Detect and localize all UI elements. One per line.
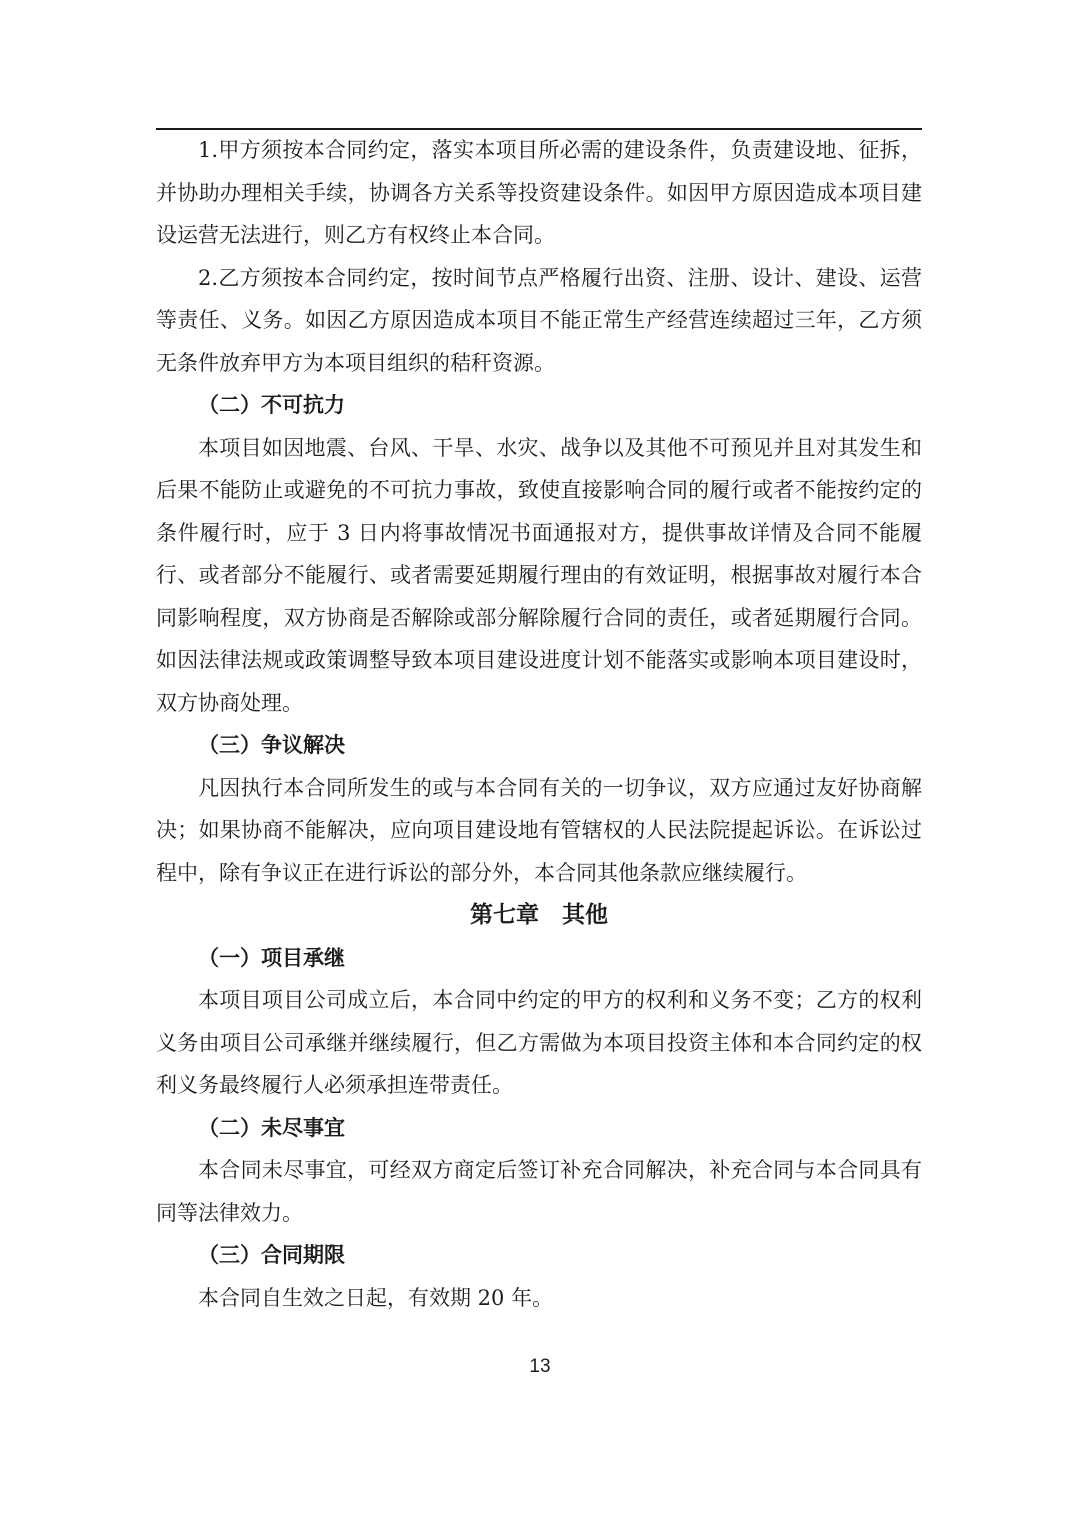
section-heading: （三）争议解决	[198, 732, 345, 757]
paragraph: 2.乙方须按本合同约定，按时间节点严格履行出资、注册、设计、建设、运营等责任、义务。如因乙方原因造成本项目不能正常生产经营连续超过三年，乙方须无条件放弃甲方为本项目组织的秸秆资源。	[156, 265, 922, 375]
paragraph: 本合同未尽事宜，可经双方商定后签订补充合同解决，补充合同与本合同具有同等法律效力。	[156, 1158, 922, 1225]
paragraph: 本项目如因地震、台风、干旱、水灾、战争以及其他不可预见并且对其发生和后果不能防止或避免的不可抗力事故，致使直接影响合同的履行或者不能按约定的条件履行时，应于 3 日内将事故情况书面通报对方，提供事故详情及合同不能履行、或者部分不能履行、或者需要延期履行理由的有效证明，根据事故对履行本合同影响程度，双方协商是否解除或部分解除履行合同的责任，或者延期履行合同。如因法律法规或政策调整导致本项目建设进度计划不能落实或影响本项目建设时，双方协商处理。	[156, 435, 922, 715]
paragraph: 本合同自生效之日起，有效期 20 年。	[198, 1285, 554, 1310]
section-heading: （一）项目承继	[198, 944, 345, 970]
paragraph: 本项目项目公司成立后，本合同中约定的甲方的权利和义务不变；乙方的权利义务由项目公司承继并继续履行，但乙方需做为本项目投资主体和本合同约定的权利义务最终履行人必须承担连带责任。	[156, 988, 922, 1097]
section-heading: （二）未尽事宜	[198, 1114, 345, 1140]
paragraph: 1.甲方须按本合同约定，落实本项目所必需的建设条件，负责建设地、征拆，并协助办理相关手续，协调各方关系等投资建设条件。如因甲方原因造成本项目建设运营无法进行，则乙方有权终止本合同。	[156, 138, 922, 247]
paragraph: 凡因执行本合同所发生的或与本合同有关的一切争议，双方应通过友好协商解决；如果协商不能解决，应向项目建设地有管辖权的人民法院提起诉讼。在诉讼过程中，除有争议正在进行诉讼的部分外，本合同其他条款应继续履行。	[156, 775, 922, 885]
chapter-heading: 第七章 其他	[470, 901, 608, 928]
page-number: 13	[529, 1356, 551, 1377]
section-heading: （二）不可抗力	[198, 392, 345, 417]
document-body	[156, 129, 922, 1319]
section-heading: （三）合同期限	[198, 1242, 345, 1267]
